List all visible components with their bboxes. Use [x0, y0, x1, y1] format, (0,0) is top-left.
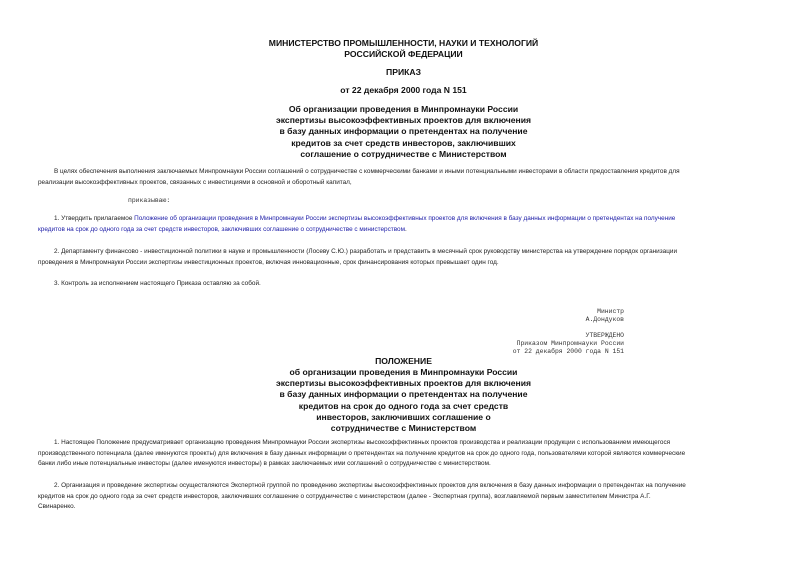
date-number: от 22 декабря 2000 года N 151 — [340, 85, 467, 95]
reg-p1-line-3: банки либо иные потенциальные инвесторы (далее именуются инвесторы) в рамках заключаемых ими соглашений о сотрудничестве с министерством. — [38, 460, 491, 468]
item-2 — [38, 247, 768, 268]
regulation-title-line: экспертизы высокоэффективных проектов для включения — [275, 378, 532, 389]
regulation-title-line: кредитов на срок до одного года за счет средств — [298, 400, 509, 411]
minister-name: А.Дондуков — [585, 316, 624, 323]
item-3 — [38, 279, 768, 290]
item-3-text: 3. Контроль за исполнением настоящего Приказа оставляю за собой. — [54, 280, 261, 287]
regulation-title-line: об организации проведения в Минпромнауки России — [289, 367, 518, 377]
reg-p1-line-1: 1. Настоящее Положение предусматривает организацию проведения Минпромнауки России экспертизы высокоэффективных проектов производства и реализации продукции с использованием имеющегося — [54, 439, 671, 446]
regulation-title-line: сотрудничестве с Министерством — [330, 423, 477, 434]
signature-block — [424, 308, 624, 356]
regulation-title-line: инвесторов, заключивших соглашение о — [316, 411, 491, 422]
item-2-line-1: 2. Департаменту финансово - инвестиционной политики в науке и промышленности (Лосеву С.Ю.) разработать и представить в месячный срок руководству министерства на утверждение порядок организации — [54, 248, 678, 255]
regulation-link-continued[interactable]: кредитов на срок до одного года за счет средств инвесторов, заключивших соглашение о сотрудничестве с министерством — [38, 225, 405, 233]
preamble-paragraph — [38, 167, 768, 188]
order-title-line: Об организации проведения в Минпромнауки России — [288, 104, 519, 114]
reg-p2-line-2: кредитов на срок до одного года за счет средств инвесторов, заключивших соглашение о сотрудничестве с министерством (далее - Экспертная группа), возглавляемой первым заместителем Министра А.Г. — [38, 492, 651, 500]
reg-p2-line-1: 2. Организация и проведение экспертизы осуществляются Экспертной группой по проведению экспертизы высокоэффективных проектов для включения в базу данных информации о претендентах на получение — [54, 482, 686, 489]
ministry-heading — [0, 38, 807, 60]
order-title — [0, 104, 807, 160]
preamble-line-1: В целях обеспечения выполнения заключаемых Минпромнауки России соглашений о сотрудничестве с коммерческими банками и иными потенциальными инвесторами в области предоставления кредитов для — [54, 168, 680, 175]
order-word: приказываю: — [128, 197, 171, 204]
item-1 — [38, 214, 768, 235]
regulation-paragraph-1 — [38, 438, 768, 470]
regulation-title-line: в базу данных информации о претендентах на получение — [279, 389, 528, 400]
approved-date: от 22 декабря 2000 года N 151 — [512, 348, 624, 355]
reg-p2-line-3: Свинаренко. — [38, 503, 76, 511]
order-title-line: экспертизы высокоэффективных проектов для включения — [275, 115, 532, 126]
item-2-line-2: проведения в Минпромнауки России экспертизы инвестиционных проектов, включая инновационные, срок финансирования которых превышает один год. — [38, 258, 499, 266]
regulation-link[interactable]: Положение об организации проведения в Минпромнауки России экспертизы высокоэффективных проектов для включения в базу данных информации о претендентах на получение — [134, 215, 676, 222]
minister-title: Министр — [597, 308, 624, 315]
approved-label: УТВЕРЖДЕНО — [585, 332, 624, 339]
ministry-line-2: РОССИЙСКОЙ ФЕДЕРАЦИИ — [344, 49, 463, 60]
item-1-line-1: 1. Утвердить прилагаемое Положение об организации проведения в Минпромнауки России экспертизы высокоэффективных проектов для включения в базу данных информации о претендентах на получение — [54, 215, 676, 222]
order-title-line: соглашение о сотрудничестве с Министерством — [300, 148, 507, 159]
regulation-title — [0, 367, 807, 434]
ministry-line-1: МИНИСТЕРСТВО ПРОМЫШЛЕННОСТИ, НАУКИ И ТЕХНОЛОГИЙ — [268, 38, 539, 48]
regulation-paragraph-2 — [38, 481, 768, 513]
order-title-line: в базу данных информации о претендентах на получение — [279, 126, 528, 137]
reg-p1-line-2: производственного потенциала (далее именуются проекты) для включения в базу данных информации о претендентах на получение кредитов на срок до одного года, пользователями которой являются коммерческие — [38, 449, 686, 457]
approved-by: Приказом Минпромнауки России — [516, 340, 624, 347]
item-1-line-2: кредитов на срок до одного года за счет средств инвесторов, заключивших соглашение о сотрудничестве с министерством. — [38, 225, 407, 233]
order-title-line: кредитов за счет средств инвесторов, заключивших — [291, 137, 516, 148]
preamble-line-2: реализации высокоэффективных проектов, связанных с инвестициями в основной и оборотный капитал, — [38, 178, 352, 186]
doc-type: ПРИКАЗ — [386, 67, 421, 77]
regulation-heading: ПОЛОЖЕНИЕ — [375, 356, 432, 366]
